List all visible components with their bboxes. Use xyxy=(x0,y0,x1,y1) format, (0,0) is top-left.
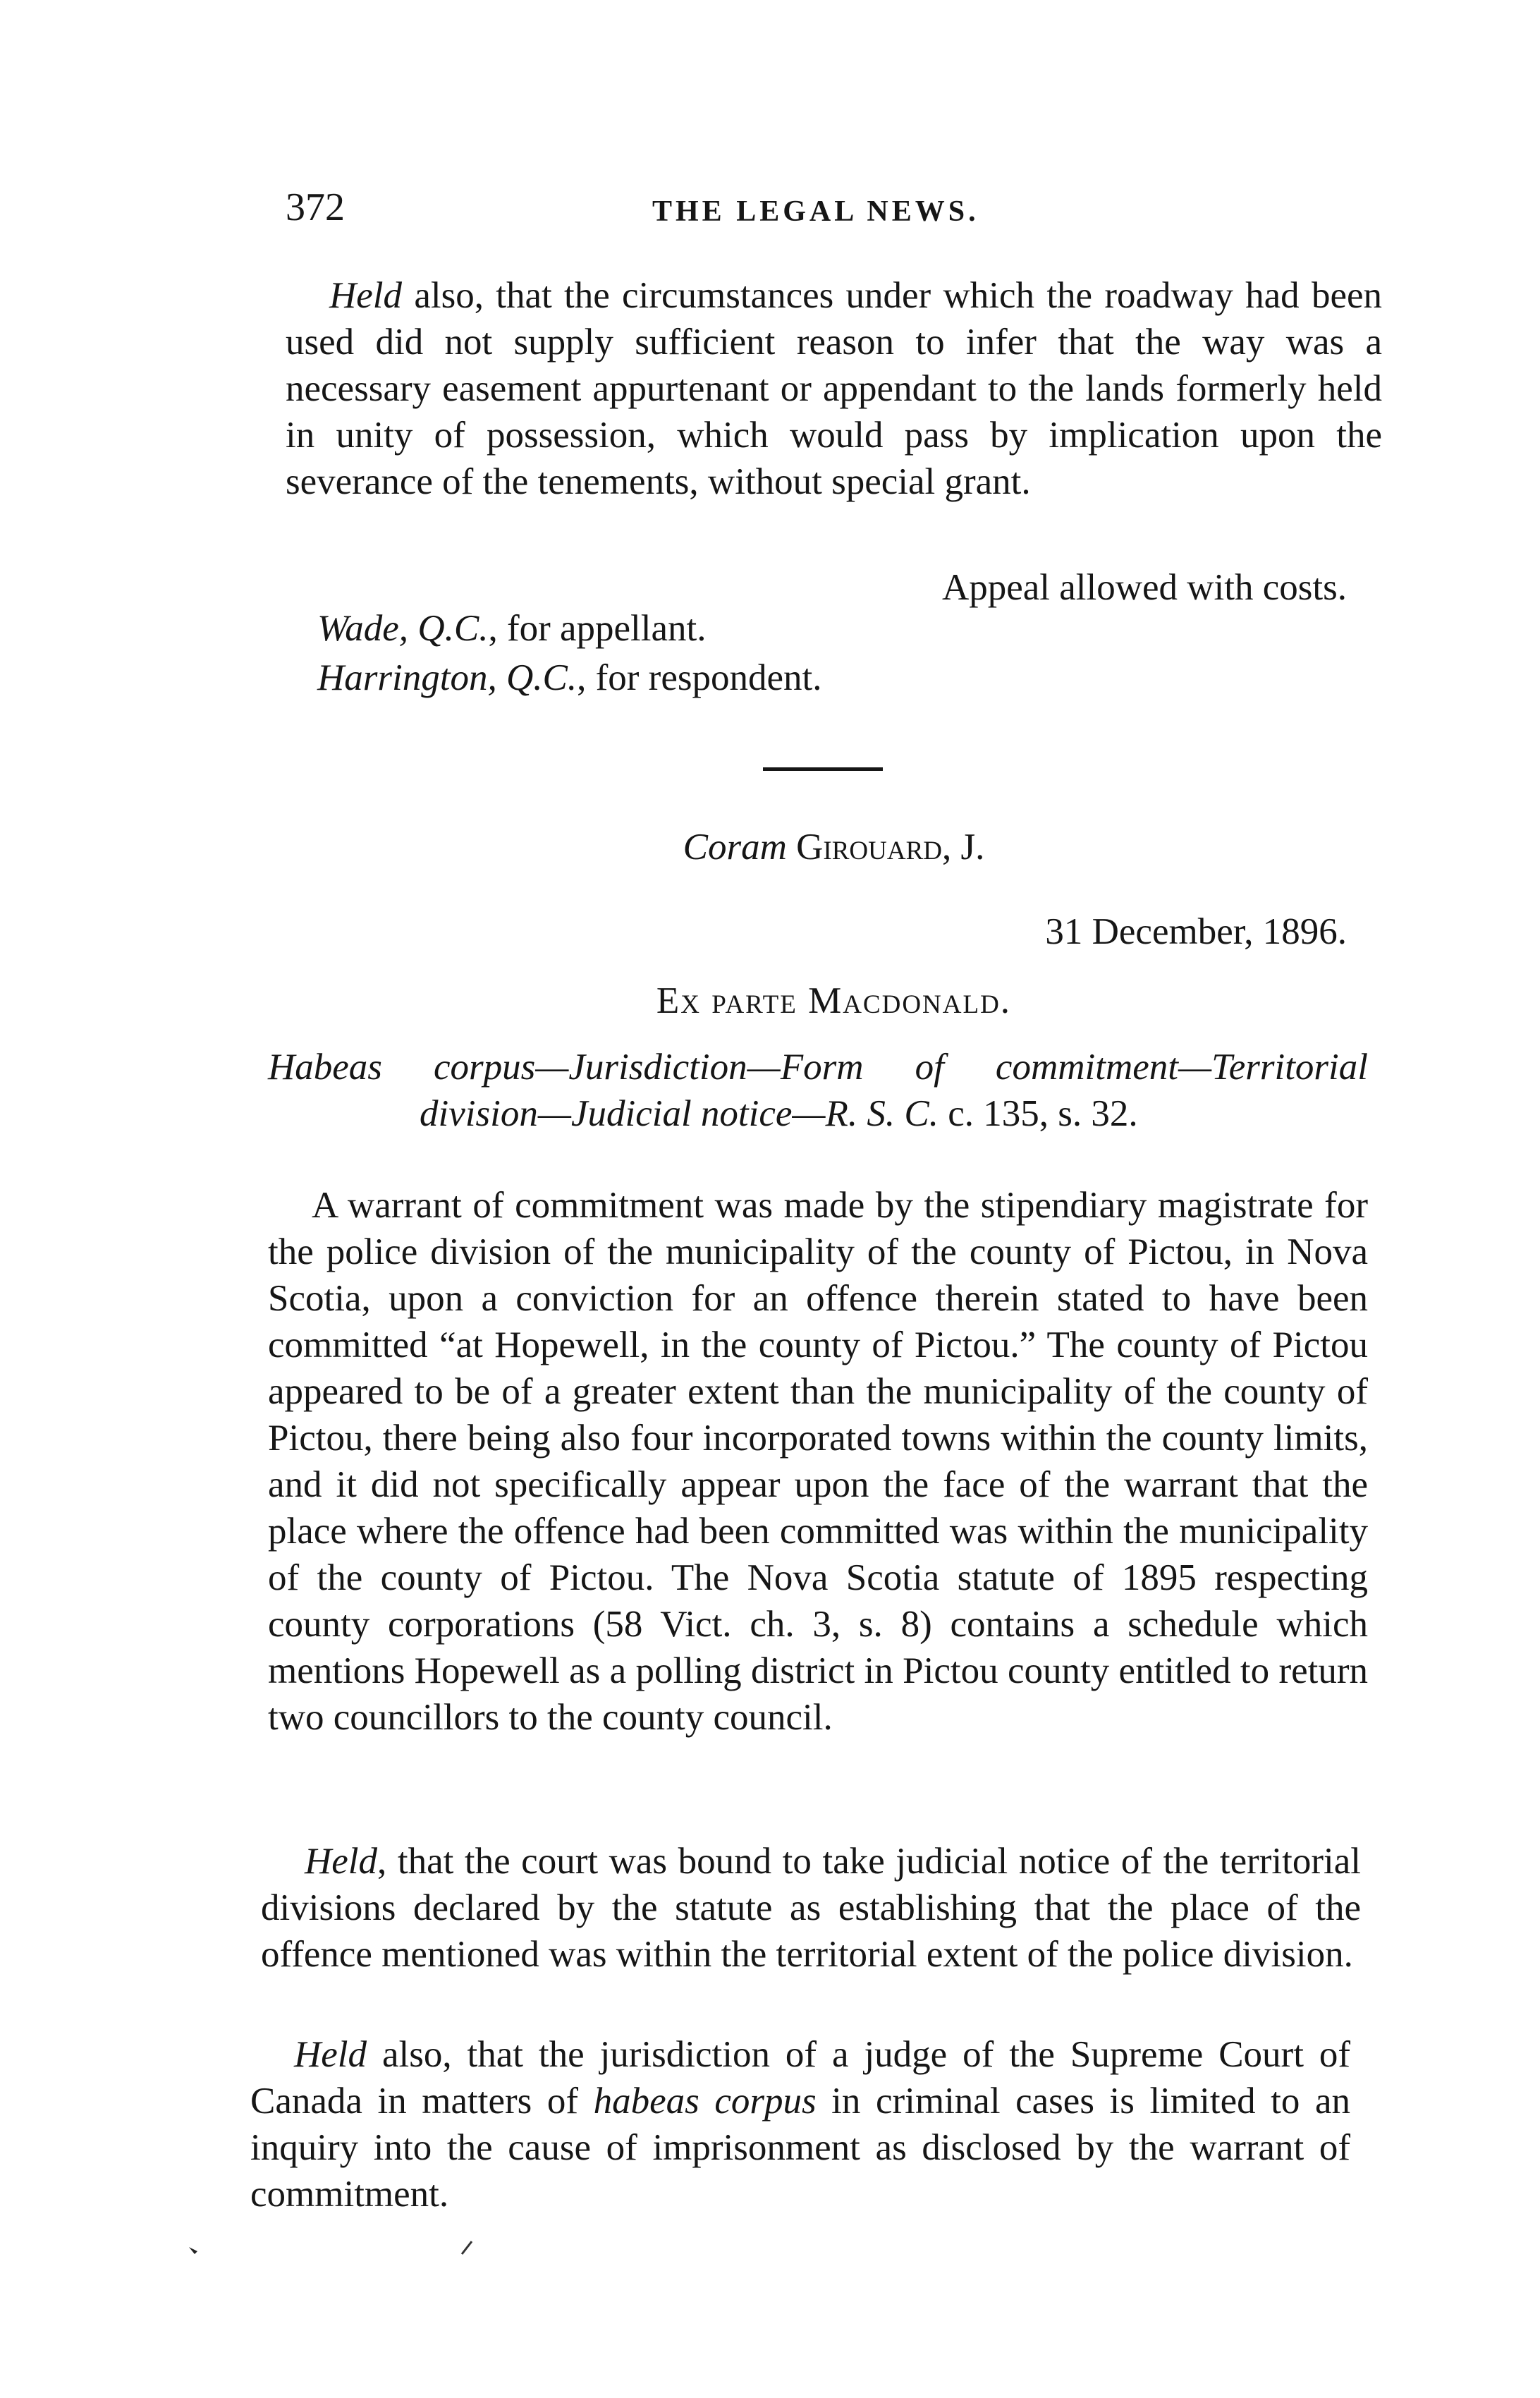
held-paragraph-2: Held also, that the jurisdiction of a judge of the Supreme Court of Canada in matters of habeas corpus in criminal cases is limited to an inquiry into the cause of imprisonment as disclosed by the warrant of commitment. xyxy=(250,2034,1350,2215)
headnote-line-2: division—Judicial notice—R. S. C. c. 135, s. 32. xyxy=(420,1093,1138,1134)
held-text: also, that the circumstances under which the roadway had been used did not supply sufficient reason to infer that the way was a necessary easement appurtenant or appendant to the lands formerly held in unity of possession, which would pass by implication upon the severance of the tenements, without special grant. xyxy=(286,275,1382,502)
facts-paragraph: A warrant of commitment was made by the stipendiary magistrate for the police division of the municipality of the county of Pictou, in Nova Scotia, upon a conviction for an offence therein stated to have been committed “at Hopewell, in the county of Pictou.” The county of Pictou appeared to be of a greater extent than the municipality of the county of Pictou, there being also four incorporated towns within the county limits, and it did not specifically appear upon the face of the warrant that the place where the offence had been committed was within the municipality of the county of Pictou. The Nova Scotia statute of 1895 respecting county corporations (58 Vict. ch. 3, s. 8) contains a schedule which mentions Hopewell as a polling district in Pictou county entitled to return two councillors to the county council. xyxy=(268,1185,1368,1738)
counsel-appellant: Wade, Q.C., for appellant. xyxy=(317,608,707,649)
running-title: THE LEGAL NEWS. xyxy=(652,195,979,228)
counsel-respondent: Harrington, Q.C., for respondent. xyxy=(317,657,822,698)
disposition: Appeal allowed with costs. xyxy=(941,567,1347,608)
ink-speck xyxy=(189,2247,197,2254)
held-paragraph-1: Held, that the court was bound to take judicial notice of the territorial divisions declared by the statute as establishing that the place of the offence mentioned was within the territorial extent of the police division. xyxy=(261,1841,1361,1975)
coram-line: Coram Girouard, J. xyxy=(683,827,985,868)
judgment-date: 31 December, 1896. xyxy=(1045,911,1347,952)
held-label: Held xyxy=(329,275,403,316)
ink-speck xyxy=(462,2241,472,2254)
page-number: 372 xyxy=(286,185,345,229)
case-title: Ex parte Macdonald. xyxy=(656,980,1012,1021)
headnote-line-1: Habeas corpus—Jurisdiction—Form of commitment—Territorial xyxy=(268,1047,1368,1088)
